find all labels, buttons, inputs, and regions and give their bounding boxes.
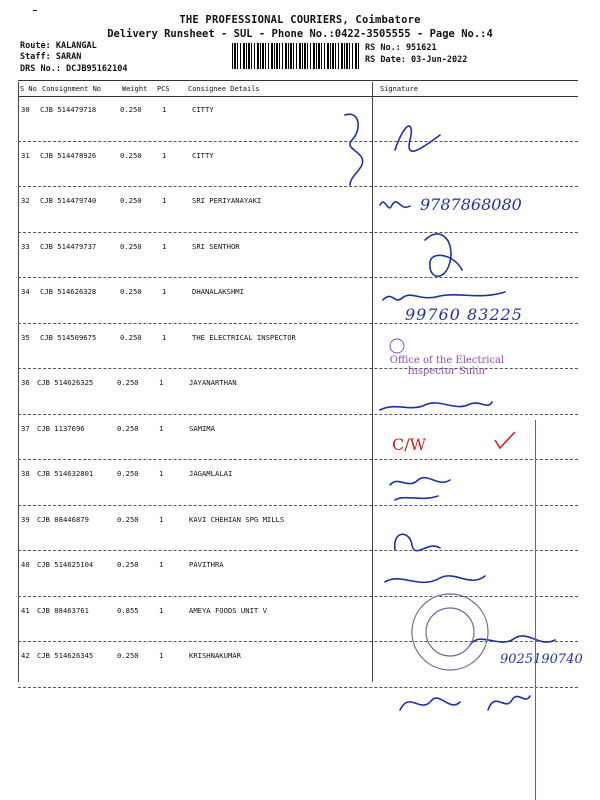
row-consignee: JAGAMLALAI [189, 469, 233, 478]
signature-row-39 [395, 534, 440, 550]
row-consignment-no: CJB 514478926 [40, 150, 97, 160]
row-pcs: 1 [159, 423, 164, 433]
row-sno: 34 [21, 287, 30, 296]
row-consignee: SRI PERIYANAYAKI [192, 196, 262, 205]
margin-pen-line [535, 420, 536, 800]
row-consignment-no: CJB 88446879 [37, 514, 89, 524]
row-consignment-no: CJB 1137696 [37, 423, 85, 433]
row-pcs: 1 [162, 196, 167, 205]
row-consignment-no: CJB 514626328 [40, 287, 97, 296]
row-weight: 0.250 [117, 378, 139, 387]
rs-date: RS Date: 03-Jun-2022 [365, 55, 468, 65]
round-seal-outer [412, 594, 488, 670]
row-consignment-no: CJB 514626345 [37, 651, 94, 660]
signature-row-30 [395, 126, 440, 151]
row-consignee: DHANALAKSHMI [192, 287, 244, 296]
row-weight: 0.250 [117, 423, 139, 433]
row-consignee: KAVI CHEHIAN SPG MILLS [189, 514, 285, 524]
signature-row-42a [400, 698, 460, 710]
handwritten-phone-41: 9025190740 [500, 652, 583, 667]
row-consignee: CITTY [192, 105, 214, 114]
row-sno: 41 [21, 605, 30, 615]
row-consignee: AMEYA FOODS UNIT V [189, 605, 267, 615]
row-consignment-no: CJB 514479737 [40, 241, 97, 251]
signature-row-34 [383, 292, 505, 300]
handwritten-cw-note: C/W [392, 435, 427, 454]
row-consignee: KRISHNAKUMAR [189, 651, 241, 660]
row-sno: 42 [21, 651, 30, 660]
signature-row-38 [390, 478, 450, 485]
rs-number: RS No.: 951621 [365, 43, 437, 53]
round-seal-inner [426, 608, 474, 656]
row-sno: 36 [21, 378, 30, 387]
row-consignment-no: CJB 514509675 [40, 332, 97, 342]
red-tick-mark [495, 432, 515, 448]
brace-mark [345, 114, 363, 185]
company-title: THE PROFESSIONAL COURIERS, Coimbatore [179, 14, 421, 26]
row-pcs: 1 [162, 332, 167, 342]
col-header-consignment: Consignment No [42, 85, 102, 93]
runsheet-subtitle: Delivery Runsheet - SUL - Phone No.:0422-3505555 - Page No.:4 [107, 28, 493, 40]
row-weight: 0.250 [120, 105, 142, 114]
row-pcs: 1 [159, 651, 164, 660]
col-header-weight: Weight [122, 85, 148, 93]
signature-row-42b [488, 696, 530, 710]
row-weight: 0.855 [117, 605, 139, 615]
handwritten-phone-34: 99760 83225 [405, 305, 523, 324]
signature-row-33 [425, 234, 462, 276]
signature-row-36 [380, 402, 492, 410]
staff-label: Staff: SARAN [20, 52, 82, 62]
row-weight: 0.250 [117, 560, 139, 569]
row-sno: 31 [21, 150, 30, 160]
row-pcs: 1 [159, 514, 164, 524]
drs-label: DRS No.: DCJB95162104 [20, 64, 128, 74]
col-header-signature: Signature [380, 85, 418, 93]
row-weight: 0.250 [117, 469, 139, 478]
row-consignee: SAMIMA [189, 423, 215, 433]
row-pcs: 1 [162, 105, 167, 114]
row-consignment-no: CJB 514632801 [37, 469, 94, 478]
row-sno: 39 [21, 514, 30, 524]
row-sno: 32 [21, 196, 30, 205]
row-weight: 0.250 [120, 241, 142, 251]
row-weight: 0.250 [117, 514, 139, 524]
row-consignment-no: CJB 514625104 [37, 560, 94, 569]
row-weight: 0.250 [120, 196, 142, 205]
row-consignee: CITTY [192, 150, 214, 160]
stamp-circle [390, 339, 404, 353]
row-sno: 40 [21, 560, 30, 569]
col-header-consignee: Consignee Details [188, 85, 260, 93]
row-pcs: 1 [162, 150, 167, 160]
row-consignee: THE ELECTRICAL INSPECTOR [192, 332, 296, 342]
row-weight: 0.250 [120, 287, 142, 296]
row-pcs: 1 [162, 241, 167, 251]
row-sno: 30 [21, 105, 30, 114]
col-header-pcs: PCS [157, 85, 170, 93]
signature-row-41 [470, 636, 555, 645]
handwritten-phone-32: 9787868080 [420, 195, 522, 214]
route-label: Route: KALANGAL [20, 41, 97, 51]
row-pcs: 1 [159, 469, 164, 478]
signature-row-32 [380, 202, 410, 208]
row-pcs: 1 [159, 378, 164, 387]
signature-row-38b [395, 496, 438, 500]
row-sno: 33 [21, 241, 30, 251]
row-pcs: 1 [162, 287, 167, 296]
row-consignee: JAYANARTHAN [189, 378, 237, 387]
row-consignment-no: CJB 514479718 [40, 105, 97, 114]
col-header-sno: S No [20, 85, 37, 93]
row-weight: 0.250 [117, 651, 139, 660]
row-consignment-no: CJB 88463761 [37, 605, 89, 615]
row-consignee: PAVITHRA [189, 560, 224, 569]
signature-row-40 [385, 576, 485, 582]
office-stamp-text: Office of the Electrical Inspector Sulur [389, 355, 505, 377]
row-consignee: SRI SENTHOR [192, 241, 240, 251]
row-pcs: 1 [159, 560, 164, 569]
row-consignment-no: CJB 514626325 [37, 378, 94, 387]
row-sno: 35 [21, 332, 30, 342]
row-weight: 0.250 [120, 332, 142, 342]
row-weight: 0.250 [120, 150, 142, 160]
row-pcs: 1 [159, 605, 164, 615]
row-consignment-no: CJB 514479740 [40, 196, 97, 205]
row-sno: 37 [21, 423, 30, 433]
row-sno: 38 [21, 469, 30, 478]
